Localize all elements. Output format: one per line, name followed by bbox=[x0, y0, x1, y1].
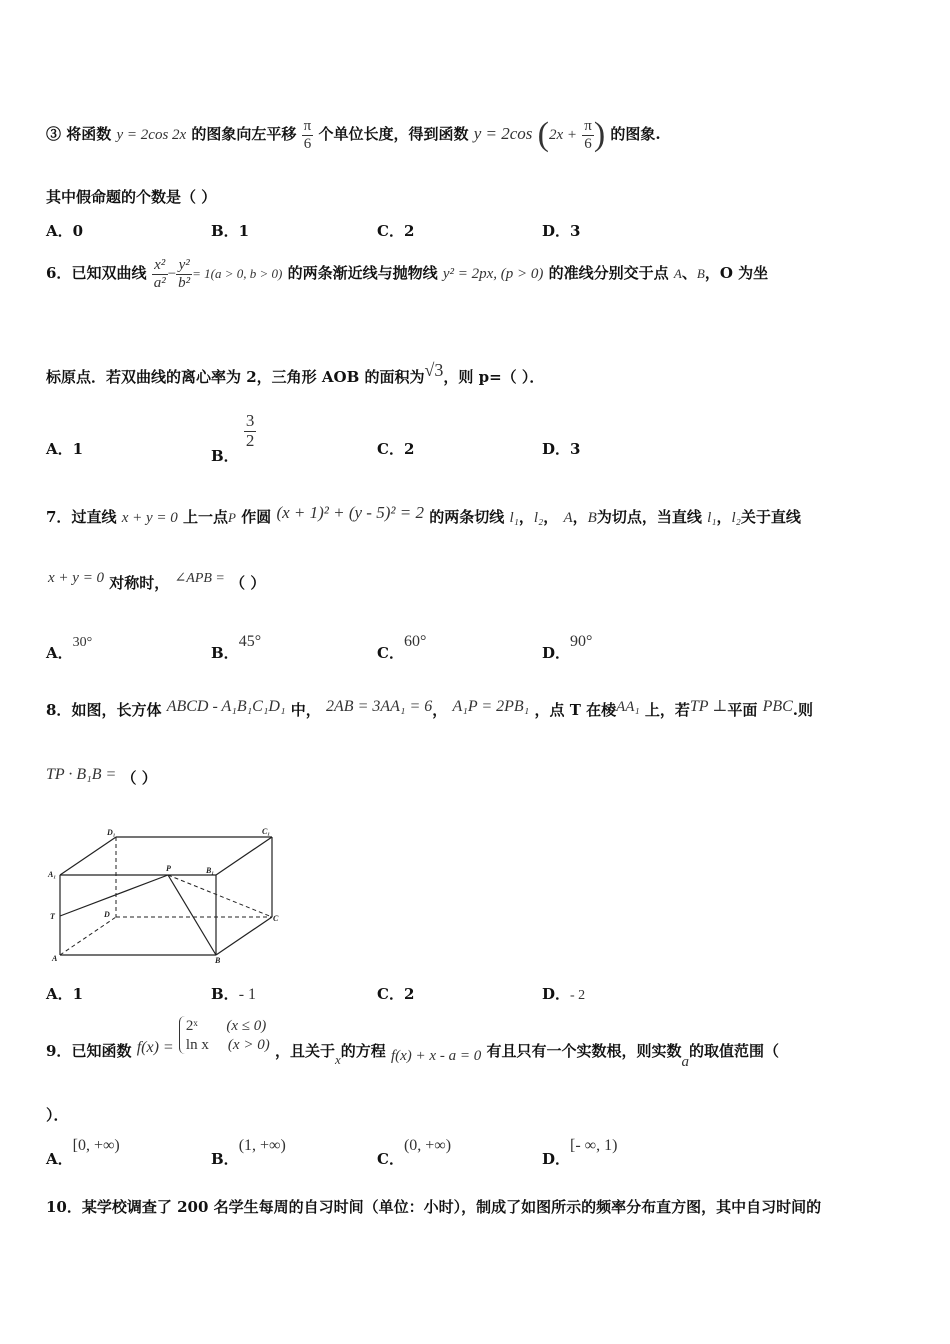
label-c: C bbox=[273, 914, 279, 923]
q7-option-c[interactable]: C．60° bbox=[377, 633, 427, 662]
edge-ad bbox=[60, 917, 116, 955]
q8-option-c[interactable]: C．2 bbox=[377, 985, 415, 1003]
q9-option-d[interactable]: D．[- ∞, 1) bbox=[542, 1137, 618, 1168]
q7-option-a[interactable]: A．30° bbox=[46, 635, 93, 662]
segment-tp bbox=[60, 875, 168, 916]
q5-item-3: ③ 将函数 y = 2cos 2x 的图象向左平移 $\frac{\pi}{6}$ 个单位长度，得到函数 y = 2cos (2x + $\frac{\pi}{6}$ ) 的图象. bbox=[46, 116, 661, 153]
q8-option-a[interactable]: A．1 bbox=[46, 985, 84, 1003]
label-a: A bbox=[52, 954, 58, 963]
q6-stem: 6．已知双曲线 $\frac{\text{x²}}{\text{a²}}$ − $\frac{\text{y²}}{\text{b²}}$ = 1(a > 0, b > 0) 的两条渐近线与抛物线 y² = 2px, (p > 0) 的准线分别交于点 A、B，O 为坐 bbox=[46, 257, 769, 291]
label-c1: C₁ bbox=[262, 827, 271, 836]
shift-fraction: $\frac{\pi}{6}$ bbox=[303, 118, 312, 152]
q7-stem: 7．过直线 x + y = 0 上一点P 作圆 (x + 1)² + (y - 5)² = 2 的两条切线 l₁，l₂， A，B为切点，当直线 l₁，l₂关于直线 bbox=[46, 503, 801, 526]
q7-option-d[interactable]: D．90° bbox=[542, 633, 593, 662]
edge-a1d1 bbox=[60, 837, 116, 875]
q9-stem-line2: ）． bbox=[46, 1106, 69, 1124]
segment-pb bbox=[168, 875, 216, 955]
edge-b1c1 bbox=[216, 837, 272, 875]
label-t: T bbox=[50, 912, 55, 921]
q6-option-d[interactable]: D．3 bbox=[542, 440, 581, 458]
label-p: P bbox=[166, 864, 171, 873]
piecewise-function: 2ˣ (x ≤ 0) ln x (x > 0) bbox=[179, 1016, 270, 1054]
label-d1: D₁ bbox=[107, 828, 116, 837]
q8-option-d[interactable]: D．- 2 bbox=[542, 985, 586, 1003]
q7-option-b[interactable]: B．45° bbox=[211, 633, 262, 662]
label-d: D bbox=[104, 910, 110, 919]
function-formula: y = 2cos 2x bbox=[116, 127, 187, 143]
cuboid-figure bbox=[44, 825, 284, 965]
label-b1: B₁ bbox=[206, 866, 215, 875]
edge-bc bbox=[216, 917, 272, 955]
q5-stem: 其中假命题的个数是（ ） bbox=[46, 188, 217, 206]
q6-option-c[interactable]: C．2 bbox=[377, 440, 415, 458]
q9-option-b[interactable]: B．(1, +∞) bbox=[211, 1137, 286, 1168]
q6-stem-line2: 标原点．若双曲线的离心率为 2，三角形 AOB 的面积为√3，则 p=（ ）． bbox=[46, 360, 545, 386]
q8-option-b[interactable]: B．- 1 bbox=[211, 985, 257, 1003]
q8-stem-line2: TP · B₁B = （ ） bbox=[46, 766, 157, 787]
segment-pc bbox=[168, 875, 272, 917]
q5-option-c[interactable]: C．2 bbox=[377, 222, 415, 240]
q6-option-b[interactable]: B． $\frac{3}{2}$ bbox=[211, 411, 255, 466]
q9-stem: 9．已知函数 f(x) = 2ˣ (x ≤ 0) ln x (x > 0) ，且关于x的方程 f(x) + x - a = 0 有且只有一个实数根，则实数a的取值范围（ bbox=[46, 1018, 779, 1070]
q9-option-c[interactable]: C．(0, +∞) bbox=[377, 1137, 452, 1168]
q5-option-b[interactable]: B．1 bbox=[211, 222, 250, 240]
circle-formula: (x + 1)² + (y - 5)² = 2 bbox=[276, 503, 424, 522]
q5-option-a[interactable]: A．0 bbox=[46, 222, 84, 240]
q10-stem: 10．某学校调查了 200 名学生每周的自习时间（单位：小时），制成了如图所示的频率分布直方图，其中自习时间的 bbox=[46, 1198, 822, 1216]
q9-option-a[interactable]: A．[0, +∞) bbox=[46, 1137, 120, 1168]
q5-option-d[interactable]: D．3 bbox=[542, 222, 581, 240]
q8-stem: 8．如图，长方体 ABCD - A₁B₁C₁D₁ 中， 2AB = 3AA₁ = 6， A₁P = 2PB₁ ，点 T 在棱AA₁ 上，若TP ⊥平面 PBC.则 bbox=[46, 698, 814, 719]
label-b: B bbox=[215, 956, 221, 965]
q6-option-a[interactable]: A．1 bbox=[46, 440, 84, 458]
q7-stem-line2: x + y = 0 对称时， ∠APB = （ ） bbox=[48, 570, 266, 592]
parabola-formula: y² = 2px, (p > 0) bbox=[442, 266, 544, 282]
label-a1: A₁ bbox=[48, 870, 57, 879]
circled-3: ③ bbox=[46, 125, 62, 143]
